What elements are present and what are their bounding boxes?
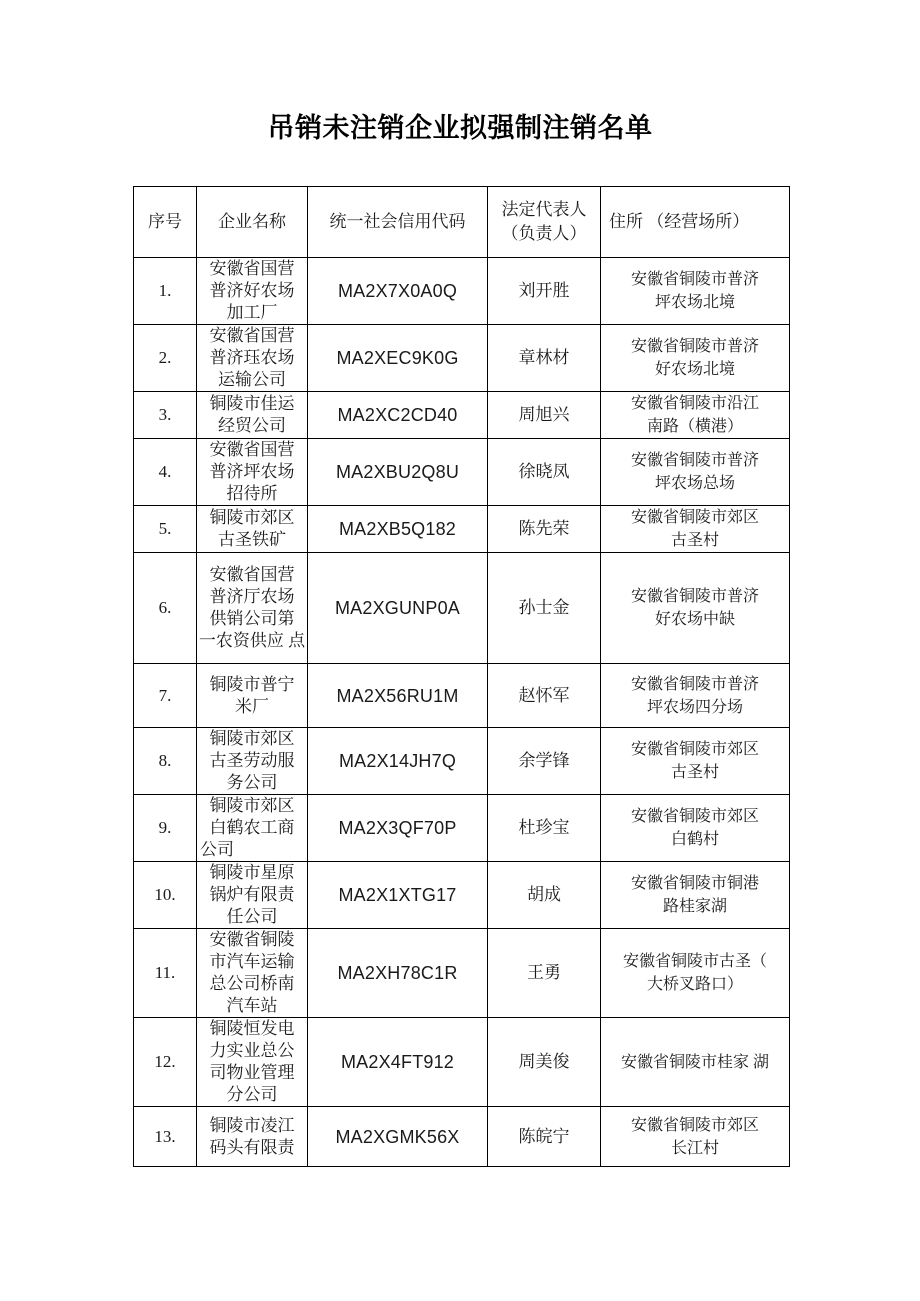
cell-index: 12. <box>134 1018 197 1107</box>
address-line: 安徽省铜陵市郊区 <box>630 1116 759 1134</box>
cell-company-name <box>197 795 308 862</box>
cell-index: 4. <box>134 439 197 506</box>
address-line: 路桂家湖 <box>662 898 727 915</box>
column-header-name: 企业名称 <box>197 187 308 258</box>
column-header-representative-line2: （负责人） <box>501 224 587 243</box>
cell-legal-representative: 刘开胜 <box>488 258 601 325</box>
address-line: 安徽省铜陵市普济 <box>630 338 759 355</box>
cell-address <box>601 1107 790 1167</box>
address-line: 安徽省铜陵市古圣（ <box>622 953 767 970</box>
cell-legal-representative: 杜珍宝 <box>488 795 601 862</box>
table-row <box>134 258 790 325</box>
cell-address <box>601 862 790 929</box>
cell-index: 7. <box>134 664 197 728</box>
cell-company-name <box>197 1107 308 1167</box>
address-line: 大桥叉路口） <box>646 976 743 993</box>
cell-index: 8. <box>134 728 197 795</box>
address-line: 坪农场总场 <box>654 475 735 492</box>
company-name-line: 古圣劳动服 <box>209 751 295 770</box>
company-name-line: 普济厅农场 <box>209 587 295 606</box>
cell-company-name <box>197 553 308 664</box>
cell-legal-representative: 徐晓凤 <box>488 439 601 506</box>
table-row <box>134 1107 790 1167</box>
cell-credit-code: MA2X1XTG17 <box>308 862 488 929</box>
company-name-line: 汽车站 <box>226 996 278 1015</box>
cell-address <box>601 439 790 506</box>
cell-credit-code: MA2X56RU1M <box>308 664 488 728</box>
cell-address <box>601 258 790 325</box>
table-row <box>134 325 790 392</box>
company-name-line: 铜陵市凌江 <box>209 1115 295 1135</box>
table-row <box>134 862 790 929</box>
table-row <box>134 929 790 1018</box>
table-row <box>134 553 790 664</box>
cell-credit-code: MA2X3QF70P <box>308 795 488 862</box>
company-name-line: 加工厂 <box>226 303 278 322</box>
cell-legal-representative: 章林材 <box>488 325 601 392</box>
cell-company-name <box>197 728 308 795</box>
company-name-line: 市汽车运输 <box>209 952 295 971</box>
company-name-line: 码头有限责 <box>209 1137 295 1157</box>
cell-company-name <box>197 392 308 439</box>
cell-index: 9. <box>134 795 197 862</box>
cell-index: 11. <box>134 929 197 1018</box>
company-name-line: 铜陵恒发电 <box>209 1019 295 1038</box>
table-row <box>134 664 790 728</box>
column-header-index: 序号 <box>134 187 197 258</box>
cell-index: 5. <box>134 506 197 553</box>
cell-address <box>601 392 790 439</box>
address-line: 安徽省铜陵市普济 <box>630 452 759 469</box>
cell-index: 1. <box>134 258 197 325</box>
company-name-line: 白鹤农工商 <box>209 818 295 837</box>
cell-company-name <box>197 1018 308 1107</box>
company-name-line: 铜陵市郊区 <box>209 729 295 748</box>
company-name-line: 一农资供应 点 <box>198 631 306 650</box>
company-name-line: 铜陵市星原 <box>209 863 295 882</box>
cell-credit-code: MA2XB5Q182 <box>308 506 488 553</box>
address-line: 坪农场四分场 <box>646 698 743 716</box>
company-name-line: 安徽省国营 <box>209 440 295 459</box>
address-line: 安徽省铜陵市普济 <box>630 675 759 693</box>
cell-company-name <box>197 439 308 506</box>
cell-address <box>601 325 790 392</box>
table-row <box>134 506 790 553</box>
cell-legal-representative: 陈皖宁 <box>488 1107 601 1167</box>
cell-company-name <box>197 929 308 1018</box>
table-row <box>134 1018 790 1107</box>
cell-company-name <box>197 258 308 325</box>
company-name-line: 力实业总公 <box>209 1041 295 1060</box>
cell-credit-code: MA2XGMK56X <box>308 1107 488 1167</box>
company-name-line: 分公司 <box>226 1085 278 1104</box>
cell-address <box>601 664 790 728</box>
address-line: 好农场中缺 <box>654 611 735 628</box>
company-name-line: 普济珏农场 <box>209 348 295 367</box>
company-name-line: 运输公司 <box>218 370 286 389</box>
company-name-line: 铜陵市佳运 <box>209 394 295 413</box>
cell-address <box>601 795 790 862</box>
cell-credit-code: MA2XH78C1R <box>308 929 488 1018</box>
cell-legal-representative: 赵怀军 <box>488 664 601 728</box>
cell-address <box>601 929 790 1018</box>
cell-credit-code: MA2X14JH7Q <box>308 728 488 795</box>
cell-credit-code: MA2XBU2Q8U <box>308 439 488 506</box>
address-line: 长江村 <box>670 1139 719 1157</box>
cell-index: 6. <box>134 553 197 664</box>
address-line: 安徽省铜陵市桂家 湖 <box>620 1053 769 1071</box>
cell-legal-representative: 周美俊 <box>488 1018 601 1107</box>
address-line: 南路（横港） <box>646 418 743 435</box>
company-name-line: 安徽省国营 <box>209 259 295 278</box>
company-name-line: 米厂 <box>235 696 269 716</box>
address-line: 古圣村 <box>670 764 719 781</box>
cell-credit-code: MA2X7X0A0Q <box>308 258 488 325</box>
page-title: 吊销未注销企业拟强制注销名单 <box>267 113 653 143</box>
cell-address <box>601 506 790 553</box>
address-line: 好农场北境 <box>654 361 735 378</box>
address-line: 安徽省铜陵市普济 <box>630 588 759 605</box>
address-line: 安徽省铜陵市沿江 <box>630 395 759 412</box>
cell-index: 10. <box>134 862 197 929</box>
cell-credit-code: MA2XC2CD40 <box>308 392 488 439</box>
cell-index: 3. <box>134 392 197 439</box>
company-name-line: 司物业管理 <box>209 1063 295 1082</box>
table-header-row <box>134 187 790 258</box>
cell-legal-representative: 孙士金 <box>488 553 601 664</box>
table-row <box>134 439 790 506</box>
company-name-line: 供销公司第 <box>209 609 295 628</box>
cell-company-name <box>197 664 308 728</box>
address-line: 古圣村 <box>670 532 719 549</box>
company-name-line: 铜陵市普宁 <box>209 674 295 694</box>
cell-address <box>601 728 790 795</box>
company-name-line: 总公司桥南 <box>209 974 295 993</box>
column-header-address: 住所 （经营场所） <box>601 187 790 258</box>
table-row <box>134 795 790 862</box>
address-line: 坪农场北境 <box>654 294 735 311</box>
company-name-line: 普济坪农场 <box>209 462 295 481</box>
cell-address <box>601 1018 790 1107</box>
cell-address <box>601 553 790 664</box>
column-header-representative <box>488 187 601 258</box>
column-header-code: 统一社会信用代码 <box>308 187 488 258</box>
cell-legal-representative: 陈先荣 <box>488 506 601 553</box>
address-line: 安徽省铜陵市郊区 <box>630 509 759 526</box>
table-row <box>134 392 790 439</box>
cell-legal-representative: 胡成 <box>488 862 601 929</box>
cell-credit-code: MA2X4FT912 <box>308 1018 488 1107</box>
company-name-line: 安徽省国营 <box>209 326 295 345</box>
company-list-table <box>133 186 790 1167</box>
address-line: 安徽省铜陵市普济 <box>630 271 759 288</box>
cell-credit-code: MA2XEC9K0G <box>308 325 488 392</box>
cell-legal-representative: 王勇 <box>488 929 601 1018</box>
company-name-line: 务公司 <box>226 773 278 792</box>
cell-index: 2. <box>134 325 197 392</box>
cell-company-name <box>197 325 308 392</box>
table-row <box>134 728 790 795</box>
company-name-line: 安徽省铜陵 <box>209 930 295 949</box>
address-line: 安徽省铜陵市郊区 <box>630 808 759 825</box>
company-name-line: 古圣铁矿 <box>218 530 286 549</box>
company-list-table-container <box>133 186 789 1157</box>
cell-legal-representative: 周旭兴 <box>488 392 601 439</box>
company-name-line: 招待所 <box>226 484 278 503</box>
company-name-line: 安徽省国营 <box>209 565 295 584</box>
address-line: 白鹤村 <box>670 831 719 848</box>
column-header-representative-line1: 法定代表人 <box>501 200 587 219</box>
cell-company-name <box>197 506 308 553</box>
cell-credit-code: MA2XGUNP0A <box>308 553 488 664</box>
cell-company-name <box>197 862 308 929</box>
company-name-line: 铜陵市郊区 <box>209 796 295 815</box>
address-line: 安徽省铜陵市铜港 <box>630 875 759 892</box>
company-name-line: 任公司 <box>226 907 278 926</box>
company-name-line: 铜陵市郊区 <box>209 508 295 527</box>
cell-legal-representative: 余学锋 <box>488 728 601 795</box>
address-line: 安徽省铜陵市郊区 <box>630 741 759 758</box>
cell-index: 13. <box>134 1107 197 1167</box>
company-name-line: 锅炉有限责 <box>209 885 295 904</box>
company-name-line: 经贸公司 <box>218 416 286 435</box>
company-name-line: 普济好农场 <box>209 281 295 300</box>
company-name-line: 公司 <box>200 840 234 859</box>
